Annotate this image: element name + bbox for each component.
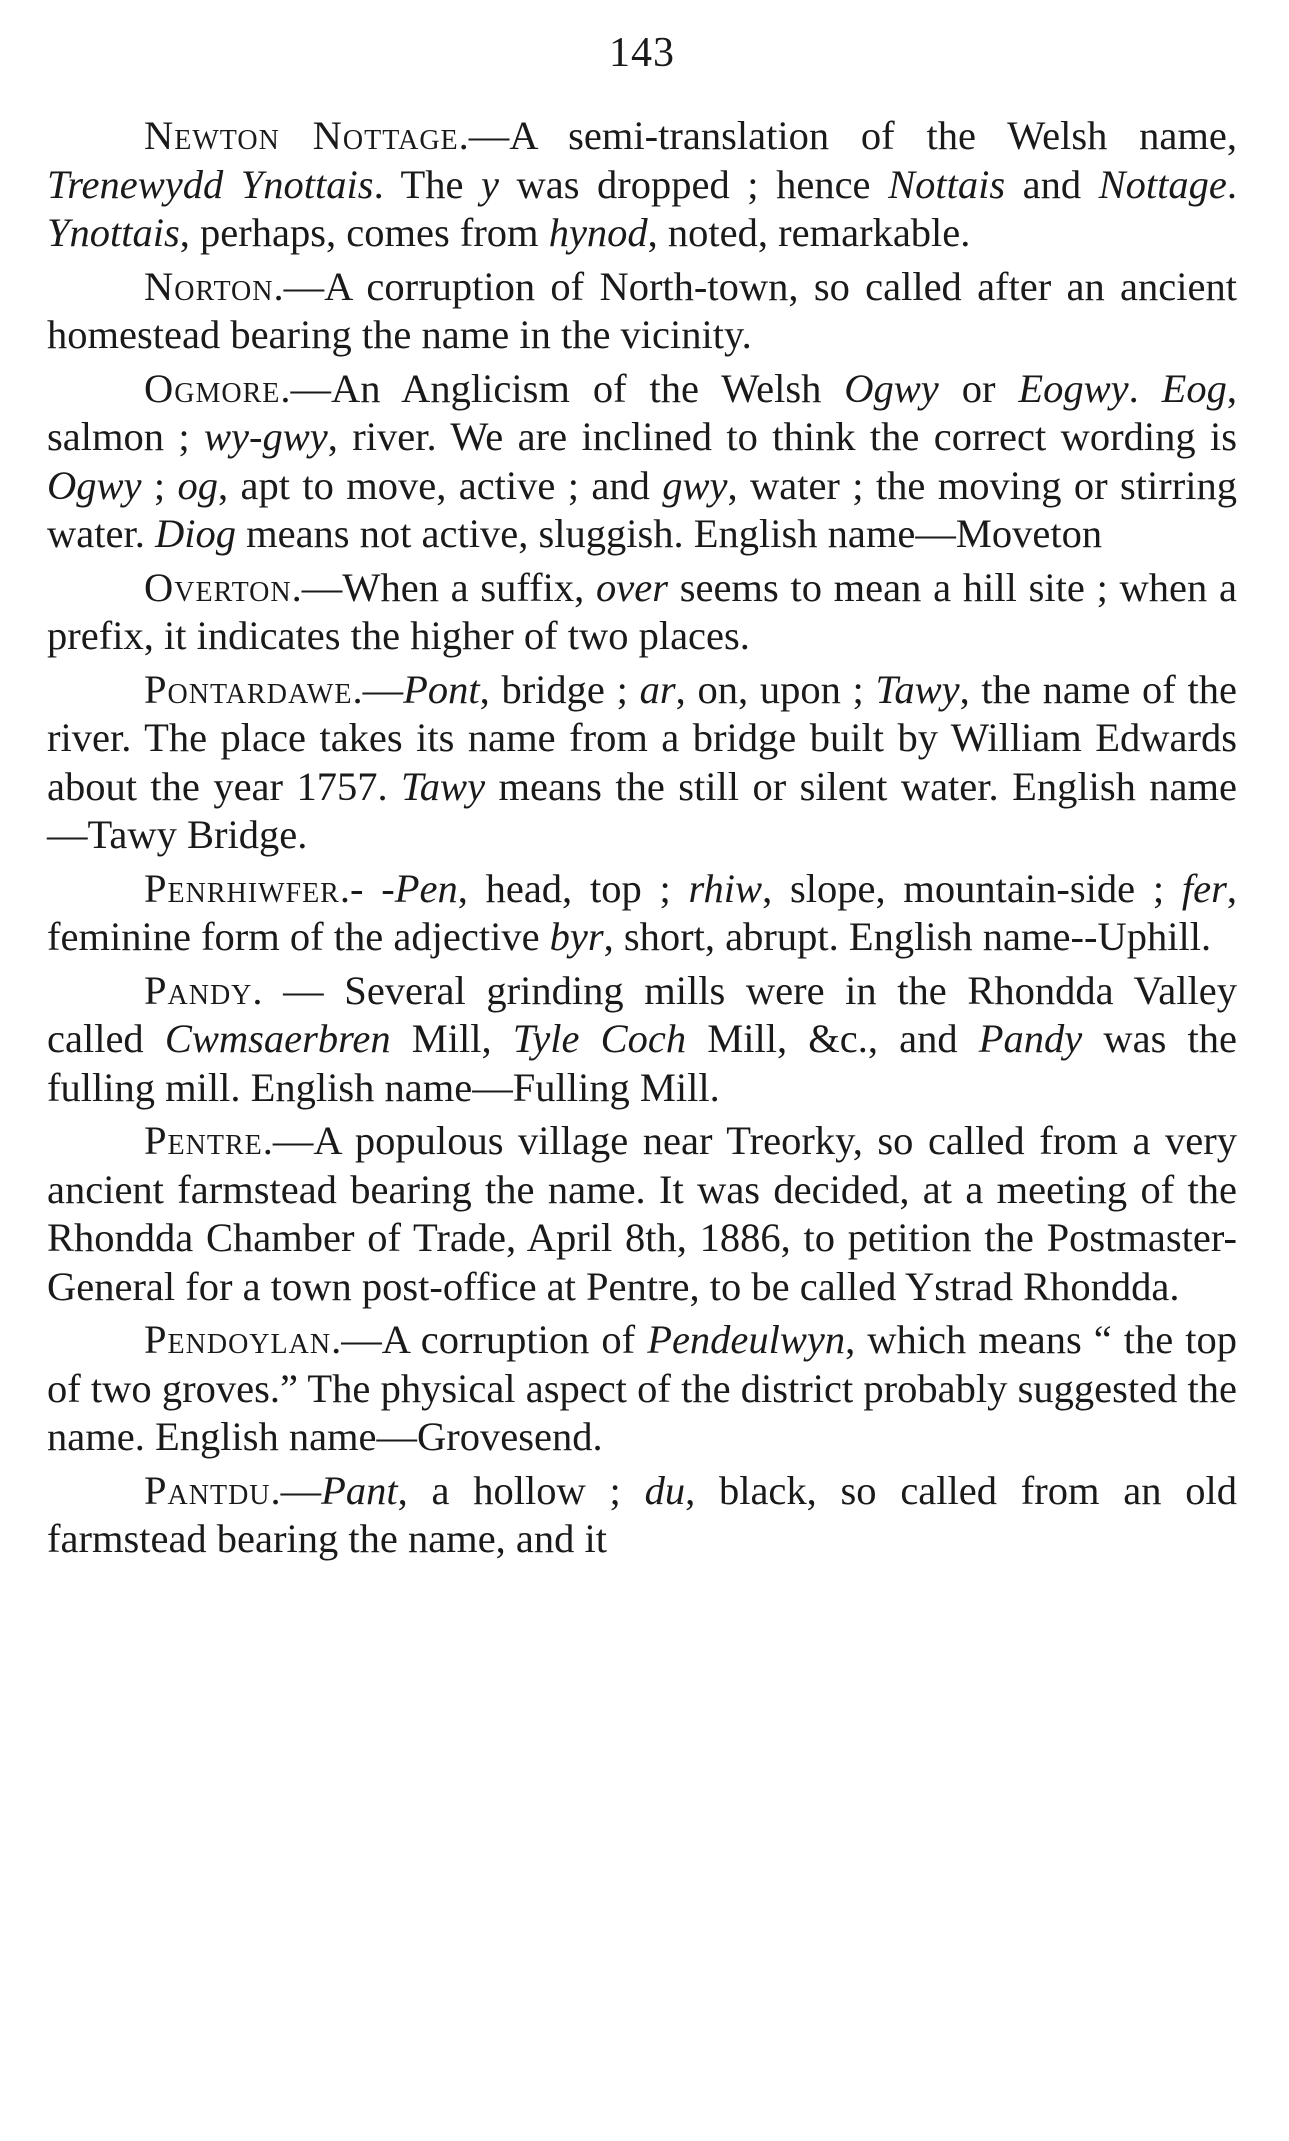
entry-pontardawe xyxy=(47,666,1237,860)
italic-term: over xyxy=(596,564,668,610)
italic-term: og xyxy=(177,462,218,508)
italic-term: Pant xyxy=(321,1467,398,1513)
entry-text: , bridge ; xyxy=(479,666,640,712)
book-page xyxy=(47,0,1237,1569)
italic-term: Pont xyxy=(403,666,480,712)
italic-term: Tawy xyxy=(401,763,486,809)
entry-headword: Pentre xyxy=(144,1118,263,1163)
entry-text: , a hollow ; xyxy=(397,1467,645,1513)
entry-text: , short, abrupt. English name--Uphill. xyxy=(603,914,1212,959)
entry-text: , on, upon ; xyxy=(675,666,876,712)
entry-text: seems to mean a hill site ; when a prefix, it indicates the higher of two places. xyxy=(47,564,1237,658)
italic-term: fer xyxy=(1181,865,1227,911)
italic-term: hynod xyxy=(548,210,648,255)
page-number: 143 xyxy=(609,30,675,76)
entry-text: ; xyxy=(141,462,178,508)
italic-term: Ogwy xyxy=(47,462,142,508)
entry-text: .— xyxy=(270,1467,322,1513)
entry-text: .—A corruption of xyxy=(331,1317,648,1362)
entry-text: .—A semi-translation of the Welsh name, xyxy=(458,113,1238,158)
entry-text: , head, top ; xyxy=(457,865,689,911)
entry-text: was the fulling mill. English name—Fulling Mill. xyxy=(47,1016,1237,1110)
entry-text: means the still or silent water. English name—Tawy Bridge. xyxy=(47,763,1237,857)
italic-term: Ogwy xyxy=(844,365,939,411)
entry-text: Mill, &c., and xyxy=(686,1016,979,1061)
entry-text: , noted, remarkable. xyxy=(647,210,971,255)
entry-text: . The xyxy=(373,161,482,207)
italic-term: rhiw xyxy=(688,865,763,911)
entry-text: .- - xyxy=(339,865,395,911)
entry-text: , salmon ; xyxy=(47,365,1237,459)
entry-text: , which means “ the top of two groves.” The physical aspect of the district probably suggested the name. English name—Grovesend. xyxy=(47,1317,1237,1459)
entry-penrhiwfer xyxy=(47,865,1237,962)
entry-text: . xyxy=(1128,365,1162,411)
entry-headword: Penrhiwfer xyxy=(144,865,340,911)
entry-text: . — Several grinding mills were in the Rhondda Valley called xyxy=(47,967,1237,1061)
entry-text: .— xyxy=(352,666,404,712)
entry-text: or xyxy=(938,365,1019,411)
italic-term: gwy xyxy=(662,462,728,508)
entry-pantdu xyxy=(47,1467,1237,1564)
entry-text: and xyxy=(1005,161,1099,207)
italic-term: Eogwy xyxy=(1018,365,1129,411)
entry-text: , river. We are inclined to think the correct wording is xyxy=(327,414,1237,459)
italic-term: Ynottais xyxy=(47,210,180,255)
italic-term: Nottage xyxy=(1098,161,1227,207)
entry-headword: Pontardawe xyxy=(144,666,353,712)
entry-headword: Ogmore xyxy=(144,365,281,411)
entry-pendoylan xyxy=(47,1316,1237,1462)
italic-term: Eog xyxy=(1161,365,1227,411)
entry-text: .—When a suffix, xyxy=(291,564,597,610)
entry-pentre xyxy=(47,1117,1237,1311)
entry-headword: Pandy xyxy=(144,967,253,1013)
entry-ogmore xyxy=(47,365,1237,559)
italic-term: Pen xyxy=(394,865,458,911)
italic-term: Pendeulwyn xyxy=(647,1317,846,1362)
entry-headword: Overton xyxy=(144,564,292,610)
entry-text: .—A corruption of North-town, so called after an ancient homestead bearing the name in the vicinity. xyxy=(47,263,1237,357)
entry-text: .—An Anglicism of the Welsh xyxy=(280,365,845,411)
entry-text: , black, so called from an old farmstead bearing the name, and it xyxy=(47,1467,1237,1561)
entry-text: , water ; the moving or stirring water. xyxy=(47,462,1237,556)
entry-text: , apt to move, active ; and xyxy=(218,462,663,508)
entry-headword: Norton xyxy=(144,263,274,309)
entry-overton xyxy=(47,564,1237,661)
entry-text: .—A populous village near Treorky, so called from a very ancient farmstead bearing the name. It was decided, at a meeting of the Rhondda Chamber of Trade, April 8th, 1886, to petition the Postmaster-General for a town post-office at Pentre, to be called Ystrad Rhondda. xyxy=(47,1118,1237,1309)
entry-headword: Pendoylan xyxy=(144,1317,332,1362)
entry-text: means not active, sluggish. English name—Moveton xyxy=(235,511,1103,556)
italic-term: Cwmsaerbren xyxy=(164,1016,391,1061)
italic-term: wy-gwy xyxy=(204,414,328,459)
italic-term: Pandy xyxy=(978,1016,1083,1061)
italic-term: Diog xyxy=(154,511,236,556)
entry-text: , slope, mountain-side ; xyxy=(762,865,1182,911)
entry-text: . xyxy=(1226,161,1238,207)
entry-headword: Pantdu xyxy=(144,1467,271,1513)
entry-text: was dropped ; hence xyxy=(499,161,889,207)
italic-term: byr xyxy=(549,914,604,959)
entry-text: , the name of the river. The place takes its name from a bridge built by William Edwards about the year 1757. xyxy=(47,666,1237,809)
italic-term: Tyle Coch xyxy=(512,1016,687,1061)
italic-term: Trenewydd Ynottais xyxy=(47,161,374,207)
entry-text: Mill, xyxy=(390,1016,513,1061)
entry-pandy xyxy=(47,967,1237,1113)
italic-term: Tawy xyxy=(875,666,960,712)
glossary-entries xyxy=(47,112,1237,1564)
italic-term: du xyxy=(644,1467,686,1513)
entry-headword: Newton Nottage xyxy=(144,113,459,158)
italic-term: Nottais xyxy=(888,161,1006,207)
entry-text: , feminine form of the adjective xyxy=(47,865,1237,959)
entry-text: , perhaps, comes from xyxy=(179,210,549,255)
entry-newton-nottage xyxy=(47,112,1237,258)
entry-norton xyxy=(47,263,1237,360)
italic-term: y xyxy=(481,161,499,207)
italic-term: ar xyxy=(639,666,676,712)
